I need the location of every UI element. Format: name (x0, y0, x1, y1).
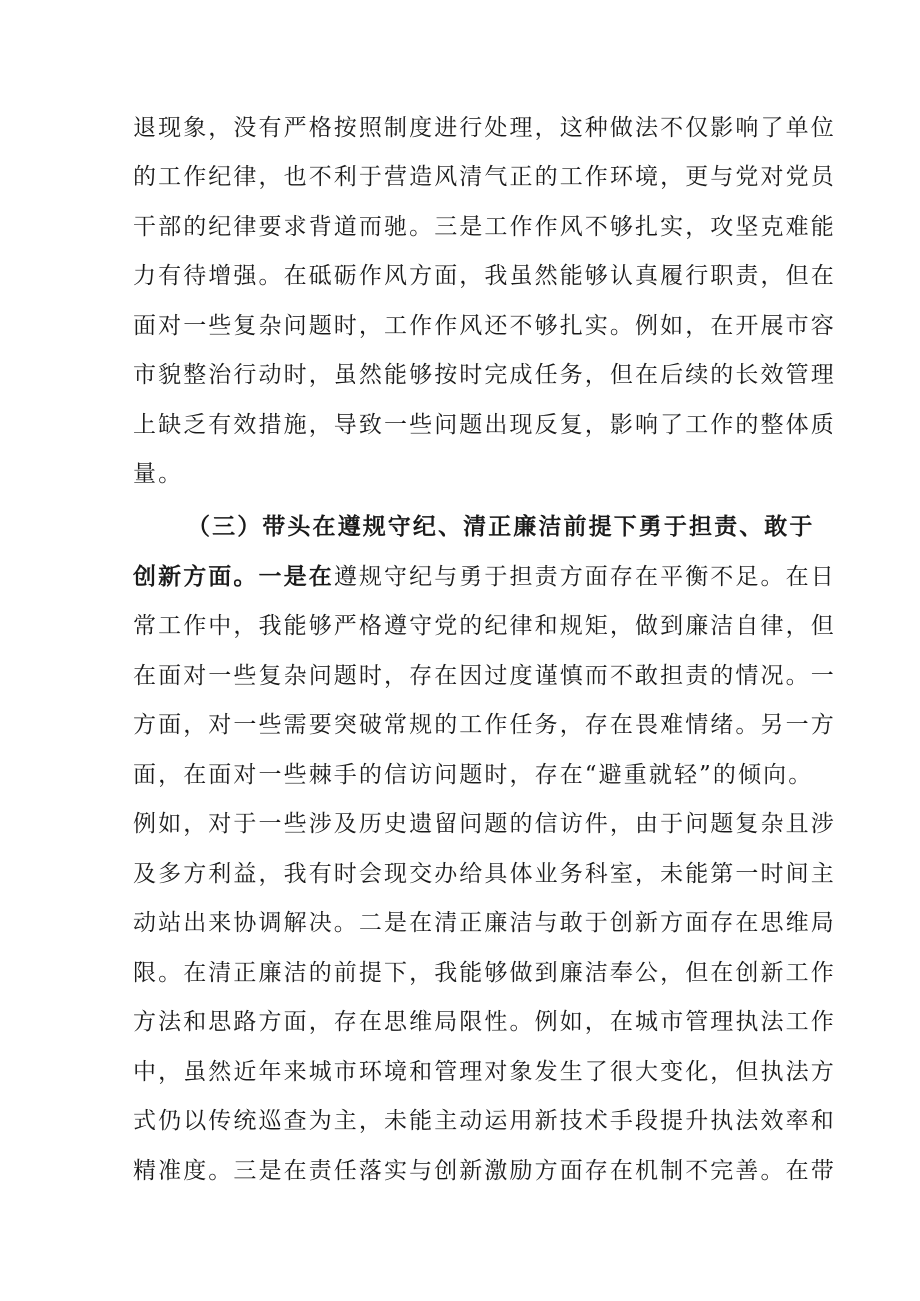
text-line: 上缺乏有效措施，导致一些问题出现反复，影响了工作的整体质 (133, 412, 836, 438)
text-line: 的工作纪律，也不利于营造风清气正的工作环境，更与党对党员 (133, 164, 836, 190)
text-line: 市貌整治行动时，虽然能够按时完成任务，但在后续的长效管理 (133, 362, 836, 388)
text-line: 力有待增强。在砥砺作风方面，我虽然能够认真履行职责，但在 (133, 263, 836, 289)
text-line: 限。在清正廉洁的前提下，我能够做到廉洁奉公，但在创新工作 (133, 960, 836, 986)
text-line: 式仍以传统巡查为主，未能主动运用新技术手段提升执法效率和 (133, 1108, 836, 1134)
text-line: 常工作中，我能够严格遵守党的纪律和规矩，做到廉洁自律，但 (133, 613, 836, 639)
section-heading-line: （三）带头在遵规守纪、清正廉洁前提下勇于担责、敢于 (187, 513, 815, 540)
section-heading-tail: 创新方面。一是在 (133, 563, 334, 590)
text-line (133, 562, 836, 592)
text-line: 在面对一些复杂问题时，存在因过度谨慎而不敢担责的情况。一 (133, 663, 836, 689)
text-line: 面对一些复杂问题时，工作作风还不够扎实。例如，在开展市容 (133, 313, 836, 339)
text-line: 方法和思路方面，存在思维局限性。例如，在城市管理执法工作 (133, 1009, 836, 1035)
text-line: 及多方利益，我有时会现交办给具体业务科室，未能第一时间主 (133, 861, 836, 887)
text-line: 中，虽然近年来城市环境和管理对象发生了很大变化，但执法方 (133, 1059, 836, 1085)
text-line: 方面，对一些需要突破常规的工作任务，存在畏难情绪。另一方 (133, 712, 836, 738)
text-line: 退现象，没有严格按照制度进行处理，这种做法不仅影响了单位 (133, 115, 836, 141)
text-line: 量。 (133, 461, 184, 487)
text-line: 动站出来协调解决。二是在清正廉洁与敢于创新方面存在思维局 (133, 910, 836, 936)
text-line: 面，在面对一些棘手的信访问题时，存在“避重就轻”的倾向。 (133, 762, 814, 788)
text-run: 遵规守纪与勇于担责方面存在平衡不足。在日 (333, 564, 836, 590)
text-line: 精准度。三是在责任落实与创新激励方面存在机制不完善。在带 (133, 1158, 836, 1184)
text-line: 例如，对于一些涉及历史遗留问题的信访件，由于问题复杂且涉 (133, 811, 836, 837)
text-line: 干部的纪律要求背道而驰。三是工作作风不够扎实，攻坚克难能 (133, 214, 836, 240)
